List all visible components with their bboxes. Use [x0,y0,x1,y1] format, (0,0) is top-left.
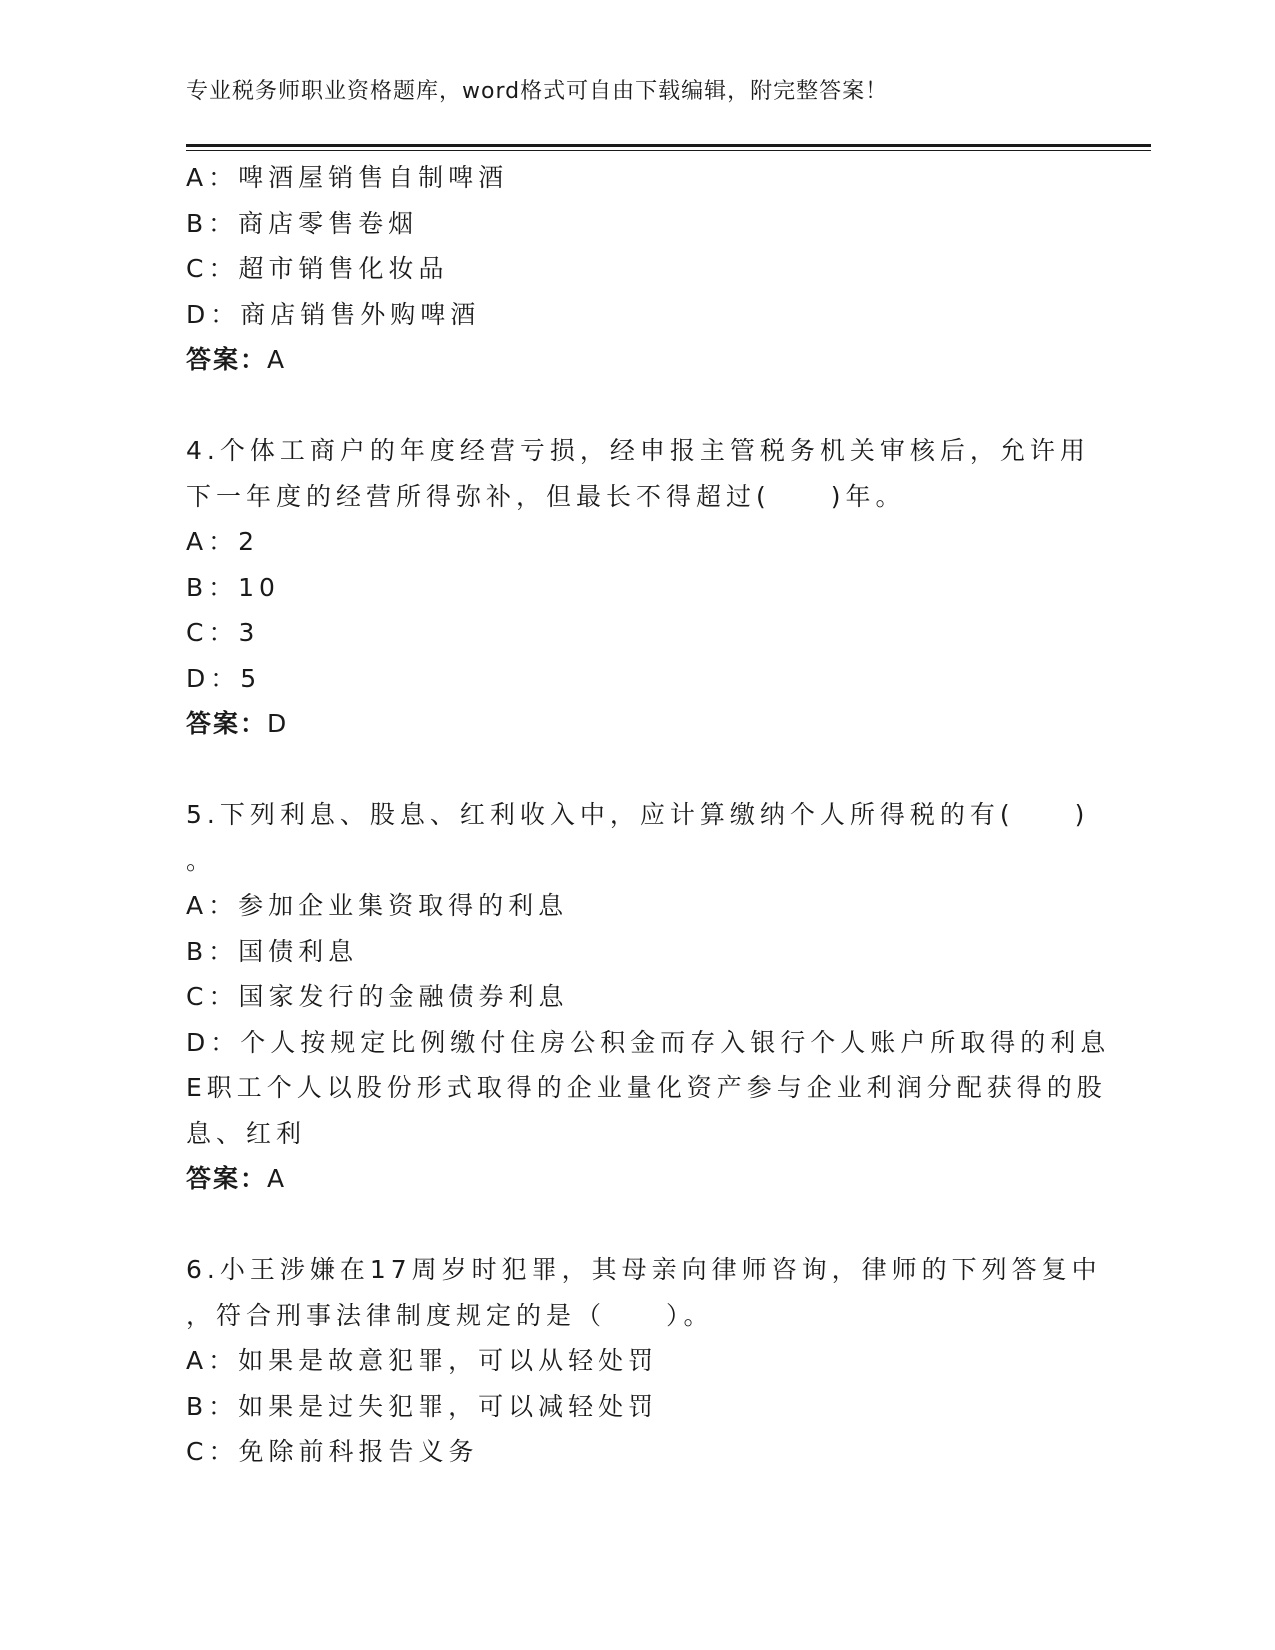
spacer [186,747,1086,793]
answer-label: 答案： [186,345,268,374]
question-stem: 下一年度的经营所得弥补，但最长不得超过( )年。 [186,481,906,511]
answer-value: A [267,1164,287,1193]
page-header: 专业税务师职业资格题库，word格式可自由下载编辑，附完整答案！ [186,79,889,104]
question-5 [186,792,1111,1202]
question-content [186,155,1111,1475]
option-a: A：参加企业集资取得的利息 [186,891,569,920]
question-stem: 4.个体工商户的年度经营亏损，经申报主管税务机关审核后，允许用 [186,436,1090,465]
option-e-continued: 息、红利 [186,1118,307,1148]
spacer [186,1202,1086,1248]
header-rule-thick [186,144,1151,147]
option-b: B：如果是过失犯罪，可以减轻处罚 [186,1391,659,1421]
question-6 [186,1247,1102,1475]
answer-label: 答案： [186,1164,268,1193]
answer-label: 答案： [186,709,268,738]
question-3 [186,155,1086,383]
header-rule-thin [186,150,1151,151]
option-d: D：商店销售外购啤酒 [186,299,481,329]
question-stem: ，符合刑事法律制度规定的是（ ）。 [186,1300,714,1330]
question-stem: 6.小王涉嫌在17周岁时犯罪，其母亲向律师咨询，律师的下列答复中 [186,1255,1102,1284]
answer-value: A [267,345,287,374]
question-stem: 。 [186,845,217,875]
option-d: D：个人按规定比例缴付住房公积金而存入银行个人账户所取得的利息 [186,1027,1111,1057]
option-a: A：啤酒屋销售自制啤酒 [186,163,509,192]
option-c: C：3 [186,618,260,647]
answer-value: D [267,709,289,738]
option-d: D：5 [186,663,262,693]
answer-line [186,337,1086,383]
question-4 [186,428,1090,747]
option-c: C：超市销售化妆品 [186,254,449,283]
option-b: B：国债利息 [186,936,359,966]
option-b: B：商店零售卷烟 [186,208,419,238]
answer-line [186,1156,1086,1202]
question-stem: 5.下列利息、股息、红利收入中，应计算缴纳个人所得税的有( ) [186,800,1090,829]
answer-line [186,701,1086,747]
option-b: B：10 [186,572,280,602]
option-a: A：2 [186,527,260,556]
option-e: E职工个人以股份形式取得的企业量化资产参与企业利润分配获得的股 [186,1073,1107,1102]
option-c: C：国家发行的金融债券利息 [186,982,569,1011]
option-a: A：如果是故意犯罪，可以从轻处罚 [186,1346,659,1375]
spacer [186,383,1086,429]
option-c: C：免除前科报告义务 [186,1437,479,1466]
